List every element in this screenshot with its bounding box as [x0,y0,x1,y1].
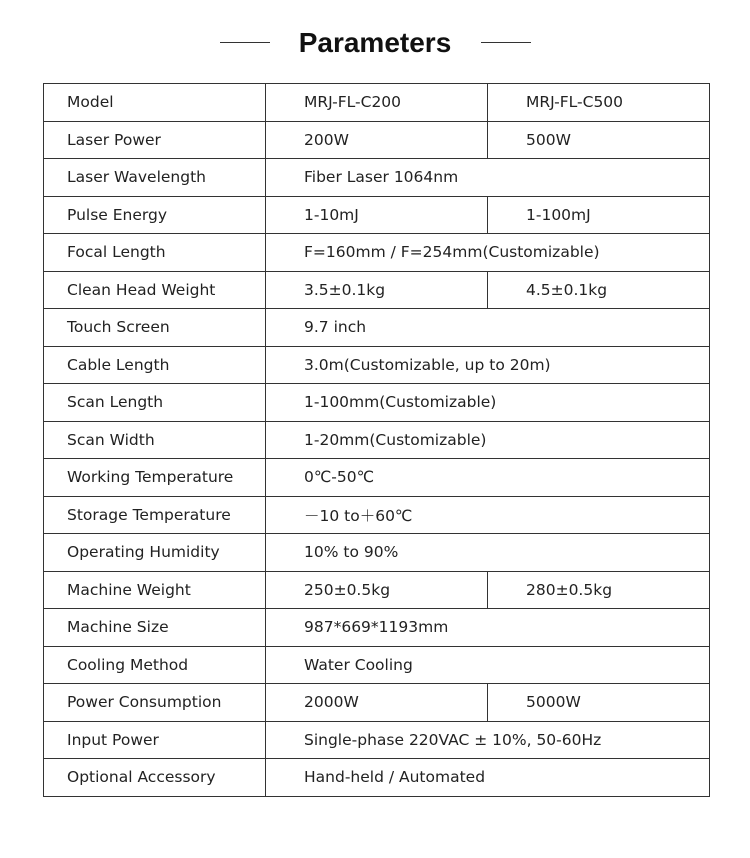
parameter-value: F=160mm / F=254mm(Customizable) [266,234,710,272]
parameter-value: MRJ-FL-C500 [488,84,710,122]
table-row [44,121,710,159]
parameter-value: 2000W [266,684,488,722]
parameters-table [43,83,710,797]
table-row [44,571,710,609]
parameter-label: Optional Accessory [44,759,266,797]
parameter-label: Machine Size [44,609,266,647]
parameter-label: Scan Width [44,421,266,459]
parameter-label: Clean Head Weight [44,271,266,309]
parameter-value: 987*669*1193mm [266,609,710,647]
parameter-label: Scan Length [44,384,266,422]
parameter-value: Hand-held / Automated [266,759,710,797]
table-row [44,721,710,759]
parameter-label: Cable Length [44,346,266,384]
table-row [44,534,710,572]
parameter-value: Water Cooling [266,646,710,684]
parameter-value: 10% to 90% [266,534,710,572]
parameter-label: Laser Wavelength [44,159,266,197]
table-row [44,646,710,684]
table-row [44,346,710,384]
parameter-label: Input Power [44,721,266,759]
parameter-label: Model [44,84,266,122]
parameter-label: Working Temperature [44,459,266,497]
table-row [44,496,710,534]
parameter-value: 5000W [488,684,710,722]
table-row [44,384,710,422]
table-row [44,609,710,647]
parameter-value: 0℃-50℃ [266,459,710,497]
table-row [44,271,710,309]
table-row [44,309,710,347]
parameter-value: Single-phase 220VAC ± 10%, 50-60Hz [266,721,710,759]
parameter-value: 1-100mJ [488,196,710,234]
parameter-label: Focal Length [44,234,266,272]
table-row [44,459,710,497]
table-row [44,159,710,197]
parameter-label: Storage Temperature [44,496,266,534]
table-row [44,234,710,272]
parameters-table-body [44,84,710,797]
table-row [44,421,710,459]
parameter-value: 1-100mm(Customizable) [266,384,710,422]
parameter-value: 3.5±0.1kg [266,271,488,309]
parameter-label: Laser Power [44,121,266,159]
parameter-value: MRJ-FL-C200 [266,84,488,122]
parameter-value: 4.5±0.1kg [488,271,710,309]
parameter-value: 200W [266,121,488,159]
parameter-value: 9.7 inch [266,309,710,347]
table-row [44,196,710,234]
table-row [44,684,710,722]
parameter-value: 280±0.5kg [488,571,710,609]
table-row [44,759,710,797]
parameter-value: 500W [488,121,710,159]
parameter-value: －10 to＋60℃ [266,496,710,534]
table-row [44,84,710,122]
parameter-label: Touch Screen [44,309,266,347]
title-divider-right [481,42,531,43]
parameter-label: Pulse Energy [44,196,266,234]
page-title: Parameters [298,27,452,58]
parameter-label: Cooling Method [44,646,266,684]
parameter-label: Machine Weight [44,571,266,609]
parameter-value: 1-10mJ [266,196,488,234]
parameter-label: Power Consumption [44,684,266,722]
parameter-value: 250±0.5kg [266,571,488,609]
parameter-label: Operating Humidity [44,534,266,572]
parameter-value: Fiber Laser 1064nm [266,159,710,197]
parameter-value: 1-20mm(Customizable) [266,421,710,459]
title-bar [0,20,750,66]
parameter-value: 3.0m(Customizable, up to 20m) [266,346,710,384]
